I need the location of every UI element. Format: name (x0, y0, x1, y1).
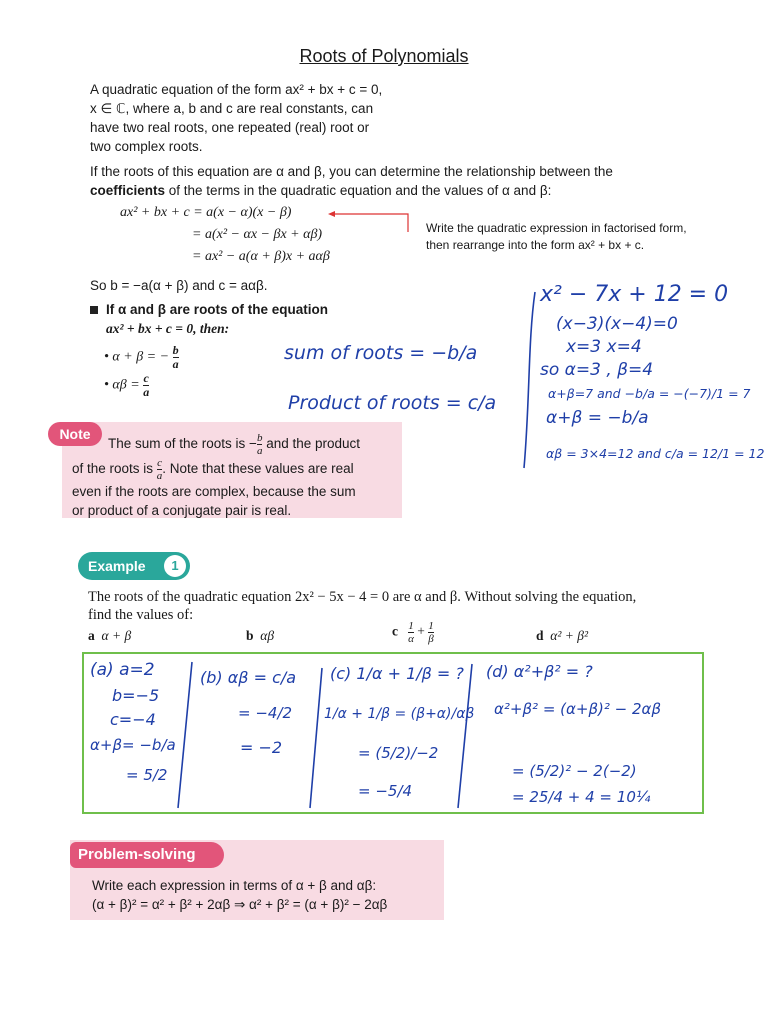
key-point-line: ax² + bx + c = 0, then: (106, 321, 230, 336)
example-line: find the values of: (88, 607, 194, 623)
fraction-b-over-a: b a (256, 432, 263, 457)
note-line: and the product (262, 436, 361, 452)
side-note-line: then rearrange into the form ax² + bx + c. (426, 238, 645, 252)
handwritten-sum-rule: α+β = −b/a (546, 408, 649, 428)
handwritten-divider (458, 664, 472, 808)
so-line: So b = −a(α + β) and c = aαβ. (90, 278, 268, 293)
relation-line: If the roots of this equation are α and β, you can determine the relationship between the (90, 164, 613, 179)
handwritten-divider (178, 662, 192, 808)
solution-a-line: (a) a=2 (90, 660, 155, 680)
bullet-sum: • α + β = − b a (104, 343, 179, 371)
note-line: even if the roots are complex, because the sum (72, 484, 356, 499)
handwritten-sum-of-roots: sum of roots = −b/a (284, 342, 478, 364)
handwritten-product-check: αβ = 3×4=12 and c/a = 12/1 = 12 (546, 446, 765, 461)
intro-line: x ∈ ℂ, where a, b and c are real constants, can (90, 101, 374, 116)
part-expr: αβ (260, 628, 275, 643)
solution-b-line: = −2 (240, 738, 283, 757)
key-point-line: If α and β are roots of the equation (106, 302, 329, 317)
note-line: of the roots is (72, 461, 157, 477)
solution-a-line: α+β= −b/a (90, 736, 176, 754)
solution-d-line: α²+β² = (α+β)² − 2αβ (494, 700, 662, 718)
handwritten-sum-check: α+β=7 and −b/a = −(−7)/1 = 7 (548, 386, 751, 401)
bullet-sum-text: α + β = − (112, 349, 170, 365)
intro-line: A quadratic equation of the form ax² + bx + c = 0, (90, 82, 383, 97)
solution-a-line: = 5/2 (126, 766, 168, 784)
solution-a-line: b=−5 (112, 686, 160, 705)
fraction-b-over-a: b a (172, 343, 179, 371)
handwritten-alpha-beta: so α=3 , β=4 (540, 360, 654, 380)
pointer-arrow (330, 214, 408, 232)
fraction-c-over-a: c a (156, 457, 163, 482)
part-label: d (536, 628, 544, 643)
part-label: b (246, 628, 254, 643)
note-line: The sum of the roots is − (108, 436, 257, 452)
derivation-eq-1: ax² + bx + c = a(x − α)(x − β) (120, 205, 292, 220)
derivation-eq-3: = ax² − a(α + β)x + aαβ (192, 249, 330, 264)
bullet-product-text: αβ = (112, 377, 144, 393)
solution-d-line: (d) α²+β² = ? (486, 662, 593, 681)
solution-b-line: = −4/2 (238, 704, 293, 722)
part-label: c (392, 623, 398, 639)
note-line: . Note that these values are real (162, 461, 354, 477)
fraction-c-over-a: c a (143, 371, 150, 399)
derivation-eq-2: = a(x² − αx − βx + αβ) (192, 227, 323, 242)
example-tag-label: Example (88, 558, 146, 574)
part-expr: α² + β² (550, 628, 589, 643)
note-tag: Note (48, 422, 102, 446)
solution-b-line: (b) αβ = c/a (200, 668, 297, 687)
handwritten-roots: x=3 x=4 (566, 337, 642, 357)
example-line: The roots of the quadratic equation 2x² − 5x − 4 = 0 are α and β. Without solving the equation, (88, 589, 637, 605)
problem-solving-tag: Problem-solving (70, 842, 224, 868)
handwritten-factorised: (x−3)(x−4)=0 (556, 314, 678, 334)
handwritten-equation: x² − 7x + 12 = 0 (540, 282, 729, 307)
part-label: a (88, 628, 95, 643)
problem-solving-line: (α + β)² = α² + β² + 2αβ ⇒ α² + β² = (α + β)² − 2αβ (92, 897, 388, 912)
intro-line: have two real roots, one repeated (real) root or (90, 120, 370, 135)
fraction-1-over-beta: 1 β (428, 620, 434, 645)
solution-a-line: c=−4 (110, 710, 156, 729)
problem-solving-line: Write each expression in terms of α + β and αβ: (92, 878, 377, 893)
solution-d-line: = 25/4 + 4 = 10¼ (512, 788, 651, 806)
solution-c-line: (c) 1/α + 1/β = ? (330, 664, 464, 683)
intro-line: two complex roots. (90, 139, 203, 154)
coefficients-bold: coefficients (90, 183, 166, 198)
side-note-line: Write the quadratic expression in factorised form, (426, 221, 687, 235)
example-number: 1 (164, 555, 186, 577)
part-c: c 1 α + 1 β (392, 620, 434, 645)
relation-line: of the terms in the quadratic equation and the values of α and β: (165, 183, 552, 198)
handwritten-divider (310, 668, 322, 808)
solution-c-line: = −5/4 (358, 782, 413, 800)
solution-c-line: = (5/2)/−2 (358, 744, 439, 762)
solution-c-line: 1/α + 1/β = (β+α)/αβ (324, 706, 475, 722)
handwritten-product-of-roots: Product of roots = c/a (288, 392, 497, 414)
page-title: Roots of Polynomials (299, 46, 469, 66)
solution-d-line: = (5/2)² − 2(−2) (512, 762, 637, 780)
note-line: or product of a conjugate pair is real. (72, 503, 292, 518)
bullet-product: • αβ = c a (104, 371, 150, 399)
fraction-1-over-alpha: 1 α (408, 620, 414, 645)
part-expr: α + β (101, 628, 132, 643)
handwritten-brace (524, 292, 535, 468)
arrow-head-icon (328, 211, 335, 217)
